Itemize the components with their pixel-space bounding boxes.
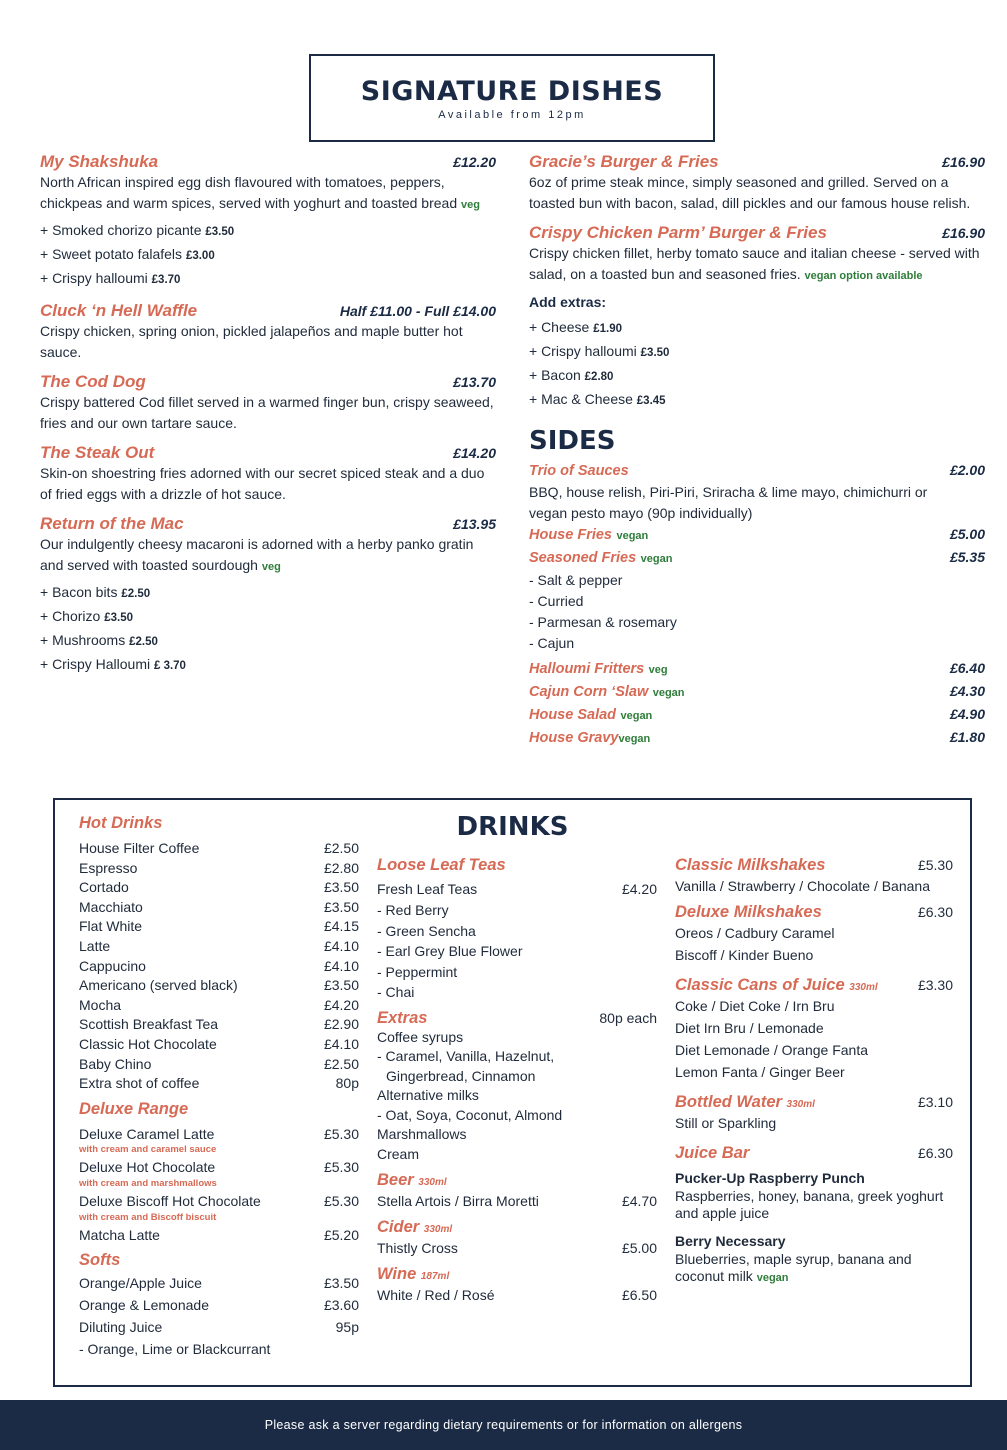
tea-option: - Red Berry <box>377 902 449 918</box>
dish-return-of-the-mac <box>40 514 496 677</box>
hot-drinks-heading: Hot Drinks <box>79 814 163 832</box>
drink-row: Deluxe Hot Chocolate £5.30 <box>79 1159 359 1176</box>
deluxe-range-heading: Deluxe Range <box>79 1099 189 1118</box>
juice-bar-heading-row: Juice Bar £6.30 <box>675 1144 953 1162</box>
dish-description: Skin-on shoestring fries adorned with our secret spiced steak and a duo of fried eggs with a drizzle of hot sauce. <box>40 465 485 502</box>
water-heading-row: Bottled Water 330ml £3.10 <box>675 1093 953 1111</box>
drink-note: - Orange, Lime or Blackcurrant <box>79 1341 271 1358</box>
side-seasoned-fries: Seasoned Fries vegan £5.35 <box>529 549 985 566</box>
dish-description: Crispy chicken fillet, herby tomato sauce and italian cheese - served with salad, on a toasted bun and seasoned fries. vegan option available <box>529 245 980 282</box>
dish-price: £14.20 <box>453 445 496 461</box>
extra-item: + Mushrooms £2.50 <box>40 632 158 648</box>
side-description: BBQ, house relish, Piri-Piri, Sriracha & lime mayo, chimichurri or vegan pesto mayo (90p individually) <box>529 484 928 521</box>
tea-option: - Chai <box>377 984 415 1000</box>
drinks-column-3 <box>675 856 953 1287</box>
extras-price: 80p each <box>599 1009 657 1026</box>
side-house-gravy: House Gravyvegan £1.80 <box>529 729 985 746</box>
drink-note: with cream and marshmallows <box>79 1177 217 1189</box>
loose-leaf-teas-heading: Loose Leaf Teas <box>377 856 506 874</box>
dish-name: Cluck ‘n Hell Waffle <box>40 301 198 320</box>
drink-options: Coke / Diet Coke / Irn Bru <box>675 998 835 1014</box>
dish-price: Half £11.00 - Full £14.00 <box>339 303 496 319</box>
diet-tag: veg <box>261 560 281 573</box>
dish-price: £16.90 <box>942 154 985 170</box>
drink-row: Fresh Leaf Teas £4.20 <box>377 881 657 897</box>
extras-heading-row <box>377 1009 657 1028</box>
dish-description: Our indulgently cheesy macaroni is adorned with a herby panko gratin and served with toasted sourdough veg <box>40 536 474 573</box>
extras-title: Add extras: <box>529 294 607 310</box>
drink-row: Stella Artois / Birra Moretti £4.70 <box>377 1192 657 1209</box>
side-trio-sauces: Trio of Sauces £2.00 <box>529 462 985 479</box>
side-house-salad: House Salad vegan £4.90 <box>529 706 985 723</box>
wine-heading: Wine 187ml <box>377 1264 450 1283</box>
dish-description: 6oz of prime steak mince, simply seasoned and grilled. Served on a toasted bun with bacon, salad, dill pickles and our famous house relish. <box>529 174 971 211</box>
juice-name: Pucker-Up Raspberry Punch <box>675 1170 865 1186</box>
dish-price: £16.90 <box>942 225 985 241</box>
drinks-section <box>53 798 972 1387</box>
drink-options: Diet Lemonade / Orange Fanta <box>675 1042 869 1058</box>
extras-line: Marshmallows <box>377 1126 467 1143</box>
beer-heading: Beer 330ml <box>377 1170 447 1189</box>
dish-name: Crispy Chicken Parm’ Burger & Fries <box>529 223 827 242</box>
dish-description: Crispy battered Cod fillet served in a warmed finger bun, crispy seaweed, fries and our own tartare sauce. <box>40 394 494 431</box>
diet-tag: vegan <box>756 1272 789 1284</box>
extra-item: + Bacon bits £2.50 <box>40 584 151 600</box>
extras-line: Gingerbread, Cinnamon <box>386 1067 536 1084</box>
drink-options: Oreos / Cadbury Caramel <box>675 925 835 941</box>
extras-line: Alternative milks <box>377 1087 479 1104</box>
extras-heading: Extras <box>377 1008 428 1027</box>
drink-options: Biscoff / Kinder Bueno <box>675 947 814 963</box>
side-halloumi-fritters: Halloumi Fritters veg £6.40 <box>529 660 985 677</box>
extras-line: - Caramel, Vanilla, Hazelnut, <box>377 1048 555 1065</box>
juice-name: Berry Necessary <box>675 1233 786 1249</box>
drink-row: Extra shot of coffee 80p <box>79 1075 359 1092</box>
dish-cod-dog <box>40 372 496 433</box>
dish-crispy-chicken-burger <box>529 223 985 412</box>
dish-name: The Cod Dog <box>40 372 146 391</box>
dish-cluck-waffle <box>40 301 496 362</box>
drink-row: Orange & Lemonade £3.60 <box>79 1297 359 1314</box>
extra-item: + Cheese £1.90 <box>529 319 622 335</box>
drink-options: Vanilla / Strawberry / Chocolate / Banana <box>675 878 930 894</box>
drink-options: Still or Sparkling <box>675 1115 777 1131</box>
dish-name: The Steak Out <box>40 443 155 462</box>
extras-line: - Oat, Soya, Coconut, Almond <box>377 1106 563 1123</box>
drink-row: Deluxe Caramel Latte £5.30 <box>79 1125 359 1142</box>
cans-heading-row: Classic Cans of Juice 330ml £3.30 <box>675 976 953 994</box>
drink-row: Baby Chino £2.50 <box>79 1055 359 1072</box>
drink-row: Thistly Cross £5.00 <box>377 1239 657 1256</box>
sides-title: SIDES <box>529 426 616 456</box>
dish-price: £13.95 <box>453 516 496 532</box>
left-dishes-column <box>40 152 496 687</box>
drink-row: Scottish Breakfast Tea £2.90 <box>79 1016 359 1033</box>
drink-options: Diet Irn Bru / Lemonade <box>675 1020 824 1036</box>
drink-note: with cream and caramel sauce <box>79 1144 217 1156</box>
diet-tag: veg <box>461 198 480 211</box>
drinks-column-2 <box>377 856 657 1306</box>
drink-row: Americano (served black) £3.50 <box>79 977 359 994</box>
dish-description: North African inspired egg dish flavoured with tomatoes, peppers, chickpeas and warm spices, served with yoghurt and toasted bread veg <box>40 174 480 211</box>
deluxe-milkshakes-heading-row: Deluxe Milkshakes £6.30 <box>675 903 953 921</box>
tea-option: - Peppermint <box>377 963 458 980</box>
menu-header <box>309 54 715 142</box>
drink-note: with cream and Biscoff biscuit <box>79 1211 217 1223</box>
drink-row: Flat White £4.15 <box>79 918 359 935</box>
extras-line: Coffee syrups <box>377 1028 464 1045</box>
drink-row: Latte £4.10 <box>79 937 359 954</box>
allergen-footer: Please ask a server regarding dietary requirements or for information on allergens <box>0 1400 1007 1450</box>
side-option: - Parmesan & rosemary <box>529 614 677 630</box>
tea-option: - Earl Grey Blue Flower <box>377 943 523 959</box>
extra-item: + Crispy Halloumi £ 3.70 <box>40 656 186 672</box>
drink-row: Deluxe Biscoff Hot Chocolate £5.30 <box>79 1192 359 1209</box>
side-cajun-slaw: Cajun Corn ‘Slaw vegan £4.30 <box>529 683 985 700</box>
juice-description: Blueberries, maple syrup, banana and coconut milk vegan <box>675 1251 912 1284</box>
extra-item: + Crispy halloumi £3.50 <box>529 343 670 359</box>
extra-item: + Mac & Cheese £3.45 <box>529 391 666 407</box>
extra-item: + Crispy halloumi £3.70 <box>40 270 181 286</box>
drink-row: Orange/Apple Juice £3.50 <box>79 1275 359 1292</box>
dish-gracies-burger <box>529 152 985 213</box>
drinks-column-1 <box>79 814 359 1360</box>
dish-steak-out <box>40 443 496 504</box>
drink-row: Matcha Latte £5.20 <box>79 1226 359 1243</box>
softs-heading: Softs <box>79 1251 121 1270</box>
page-subtitle: Available from 12pm <box>438 109 586 121</box>
right-dishes-column <box>529 152 985 750</box>
classic-milkshakes-heading-row: Classic Milkshakes £5.30 <box>675 856 953 874</box>
drinks-title: DRINKS <box>456 812 569 842</box>
dish-name: Return of the Mac <box>40 514 184 533</box>
drink-row: Cortado £3.50 <box>79 879 359 896</box>
drink-row: Classic Hot Chocolate £4.10 <box>79 1035 359 1052</box>
side-option: - Curried <box>529 593 584 609</box>
diet-tag: vegan option available <box>804 269 923 282</box>
side-option: - Salt & pepper <box>529 572 623 588</box>
tea-option: - Green Sencha <box>377 922 476 939</box>
dish-shakshuka <box>40 152 496 291</box>
drink-options: Lemon Fanta / Ginger Beer <box>675 1064 845 1080</box>
dish-name: Gracie’s Burger & Fries <box>529 152 719 171</box>
juice-description: Raspberries, honey, banana, greek yoghurt and apple juice <box>675 1188 944 1221</box>
side-option: - Cajun <box>529 635 575 651</box>
page-title: SIGNATURE DISHES <box>360 76 664 107</box>
extra-item: + Smoked chorizo picante £3.50 <box>40 222 235 238</box>
side-house-fries: House Fries vegan £5.00 <box>529 526 985 543</box>
drink-row: White / Red / Rosé £6.50 <box>377 1286 657 1303</box>
drink-row: Diluting Juice 95p <box>79 1319 359 1336</box>
dish-price: £13.70 <box>453 374 496 390</box>
drink-row: Cappucino £4.10 <box>79 957 359 974</box>
dish-description: Crispy chicken, spring onion, pickled jalapeños and maple butter hot sauce. <box>40 323 463 360</box>
drink-row: Espresso £2.80 <box>79 859 359 876</box>
dish-price: £12.20 <box>453 154 496 170</box>
extra-item: + Chorizo £3.50 <box>40 608 133 624</box>
cider-heading: Cider 330ml <box>377 1217 453 1236</box>
extra-item: + Bacon £2.80 <box>529 367 614 383</box>
drink-row: Macchiato £3.50 <box>79 898 359 915</box>
drink-row: House Filter Coffee £2.50 <box>79 840 359 856</box>
extras-line: Cream <box>377 1146 420 1163</box>
drink-row: Mocha £4.20 <box>79 996 359 1013</box>
extra-item: + Sweet potato falafels £3.00 <box>40 246 215 262</box>
dish-name: My Shakshuka <box>40 152 159 171</box>
